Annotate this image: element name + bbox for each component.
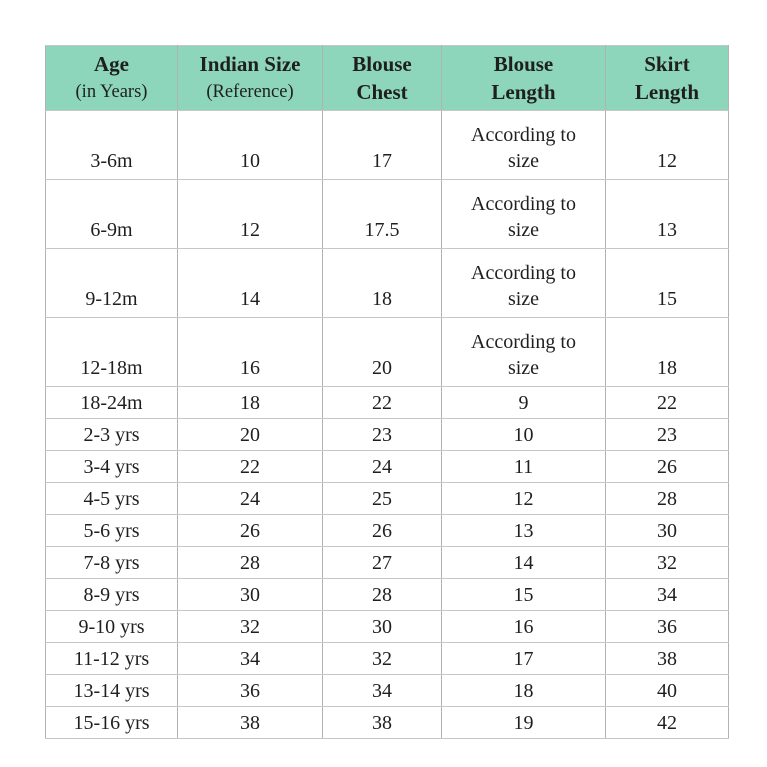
header-line1: Indian Size	[199, 52, 301, 76]
cell-blouse-chest: 24	[323, 451, 442, 483]
cell-blouse-length: 9	[442, 387, 606, 419]
cell-age: 4-5 yrs	[46, 483, 178, 515]
cell-skirt-length: 22	[606, 387, 729, 419]
cell-age: 6-9m	[46, 180, 178, 249]
cell-blouse-length: 18	[442, 675, 606, 707]
cell-blouse-length: 10	[442, 419, 606, 451]
wrapped-text: According to size	[471, 124, 576, 172]
cell-age: 18-24m	[46, 387, 178, 419]
cell-skirt-length: 30	[606, 515, 729, 547]
cell-skirt-length: 23	[606, 419, 729, 451]
cell-indian-size: 24	[178, 483, 323, 515]
cell-skirt-length: 36	[606, 611, 729, 643]
table-row	[46, 451, 729, 483]
cell-blouse-length: 13	[442, 515, 606, 547]
cell-blouse-length: 19	[442, 707, 606, 739]
cell-blouse-length	[442, 318, 606, 387]
cell-skirt-length: 26	[606, 451, 729, 483]
cell-blouse-chest: 34	[323, 675, 442, 707]
header-indian-size	[178, 46, 323, 111]
cell-skirt-length: 42	[606, 707, 729, 739]
cell-blouse-chest: 26	[323, 515, 442, 547]
header-line2: (Reference)	[206, 82, 294, 102]
header-line1: Blouse	[493, 52, 554, 76]
cell-indian-size: 34	[178, 643, 323, 675]
cell-indian-size: 32	[178, 611, 323, 643]
cell-blouse-length: 11	[442, 451, 606, 483]
cell-indian-size: 14	[178, 249, 323, 318]
header-line1: Blouse	[352, 52, 412, 76]
header-line1: Age	[94, 52, 129, 76]
cell-skirt-length: 18	[606, 318, 729, 387]
cell-blouse-chest: 23	[323, 419, 442, 451]
table-row	[46, 515, 729, 547]
cell-indian-size: 26	[178, 515, 323, 547]
cell-blouse-chest: 30	[323, 611, 442, 643]
cell-blouse-chest: 18	[323, 249, 442, 318]
cell-indian-size: 18	[178, 387, 323, 419]
wrapped-text: According to size	[471, 193, 576, 241]
cell-blouse-chest: 38	[323, 707, 442, 739]
cell-blouse-length: 14	[442, 547, 606, 579]
cell-blouse-chest: 27	[323, 547, 442, 579]
table-row	[46, 483, 729, 515]
cell-indian-size: 28	[178, 547, 323, 579]
table-row	[46, 611, 729, 643]
header-line1: Skirt	[644, 52, 690, 76]
table-row	[46, 643, 729, 675]
cell-age: 12-18m	[46, 318, 178, 387]
table-row	[46, 111, 729, 180]
cell-skirt-length: 40	[606, 675, 729, 707]
table-row	[46, 387, 729, 419]
cell-indian-size: 12	[178, 180, 323, 249]
header-line2: (in Years)	[75, 82, 148, 102]
cell-blouse-chest: 25	[323, 483, 442, 515]
header-skirt-length	[606, 46, 729, 111]
cell-age: 7-8 yrs	[46, 547, 178, 579]
header-line2: Length	[491, 80, 556, 104]
header-age	[46, 46, 178, 111]
cell-blouse-length: 15	[442, 579, 606, 611]
cell-age: 13-14 yrs	[46, 675, 178, 707]
table-row	[46, 675, 729, 707]
cell-skirt-length: 32	[606, 547, 729, 579]
cell-blouse-length: 12	[442, 483, 606, 515]
cell-blouse-chest: 28	[323, 579, 442, 611]
wrapped-text: According to size	[471, 331, 576, 379]
table-row	[46, 579, 729, 611]
cell-blouse-chest: 17	[323, 111, 442, 180]
cell-blouse-length	[442, 111, 606, 180]
cell-indian-size: 22	[178, 451, 323, 483]
cell-indian-size: 36	[178, 675, 323, 707]
cell-skirt-length: 13	[606, 180, 729, 249]
cell-age: 3-4 yrs	[46, 451, 178, 483]
cell-skirt-length: 15	[606, 249, 729, 318]
header-row	[46, 46, 729, 111]
cell-age: 8-9 yrs	[46, 579, 178, 611]
cell-blouse-chest: 22	[323, 387, 442, 419]
cell-skirt-length: 38	[606, 643, 729, 675]
cell-blouse-chest: 17.5	[323, 180, 442, 249]
cell-skirt-length: 12	[606, 111, 729, 180]
cell-blouse-length: 17	[442, 643, 606, 675]
table-row	[46, 249, 729, 318]
size-chart-table	[45, 45, 729, 739]
header-line2: Chest	[356, 80, 408, 104]
cell-indian-size: 30	[178, 579, 323, 611]
cell-blouse-chest: 20	[323, 318, 442, 387]
cell-skirt-length: 34	[606, 579, 729, 611]
cell-indian-size: 10	[178, 111, 323, 180]
table-body	[46, 111, 729, 739]
cell-age: 9-10 yrs	[46, 611, 178, 643]
cell-indian-size: 38	[178, 707, 323, 739]
cell-blouse-length	[442, 249, 606, 318]
cell-age: 15-16 yrs	[46, 707, 178, 739]
table-row	[46, 180, 729, 249]
header-blouse-chest	[323, 46, 442, 111]
cell-indian-size: 16	[178, 318, 323, 387]
table-row	[46, 419, 729, 451]
header-blouse-length	[442, 46, 606, 111]
table-row	[46, 707, 729, 739]
cell-age: 9-12m	[46, 249, 178, 318]
cell-blouse-length: 16	[442, 611, 606, 643]
table-row	[46, 318, 729, 387]
table-header	[46, 46, 729, 111]
cell-age: 3-6m	[46, 111, 178, 180]
cell-age: 5-6 yrs	[46, 515, 178, 547]
cell-blouse-length	[442, 180, 606, 249]
cell-age: 2-3 yrs	[46, 419, 178, 451]
size-chart	[45, 45, 729, 739]
cell-indian-size: 20	[178, 419, 323, 451]
wrapped-text: According to size	[471, 262, 576, 310]
cell-age: 11-12 yrs	[46, 643, 178, 675]
table-row	[46, 547, 729, 579]
cell-blouse-chest: 32	[323, 643, 442, 675]
header-line2: Length	[634, 80, 700, 104]
cell-skirt-length: 28	[606, 483, 729, 515]
